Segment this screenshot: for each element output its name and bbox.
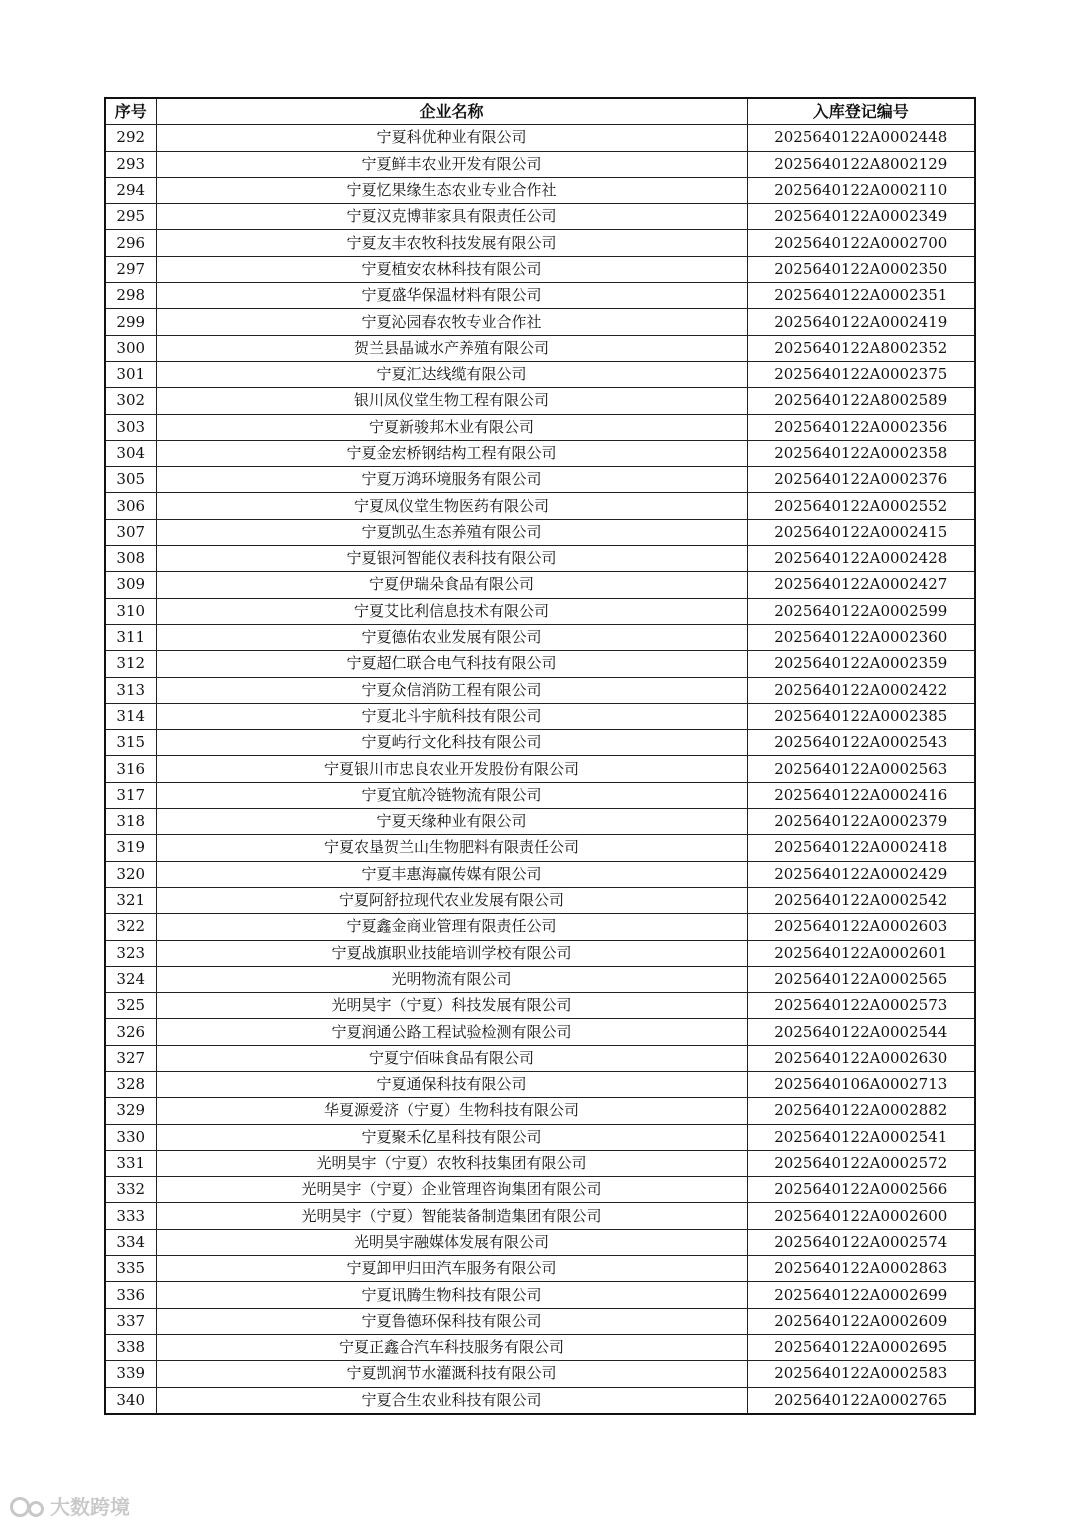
table-row [105, 651, 975, 677]
cell-index: 316 [105, 756, 156, 782]
cell-company-name: 宁夏屿行文化科技有限公司 [156, 730, 747, 756]
table-row [105, 309, 975, 335]
table-row [105, 1071, 975, 1097]
cell-index: 325 [105, 993, 156, 1019]
cell-registration-number: 2025640122A0002882 [747, 1098, 975, 1124]
cell-registration-number: 2025640122A8002129 [747, 151, 975, 177]
cell-registration-number: 2025640122A0002350 [747, 256, 975, 282]
cell-company-name: 宁夏德佑农业发展有限公司 [156, 624, 747, 650]
table-row [105, 914, 975, 940]
table-row [105, 940, 975, 966]
cell-company-name: 宁夏讯腾生物科技有限公司 [156, 1282, 747, 1308]
cell-index: 334 [105, 1229, 156, 1255]
cell-company-name: 光明昊宇（宁夏）企业管理咨询集团有限公司 [156, 1177, 747, 1203]
cell-index: 326 [105, 1019, 156, 1045]
table-row [105, 703, 975, 729]
table-row [105, 467, 975, 493]
cell-index: 317 [105, 782, 156, 808]
cell-index: 293 [105, 151, 156, 177]
table-row [105, 730, 975, 756]
table-row [105, 151, 975, 177]
cell-company-name: 宁夏农垦贺兰山生物肥料有限责任公司 [156, 835, 747, 861]
cell-index: 305 [105, 467, 156, 493]
table-row [105, 177, 975, 203]
cell-company-name: 宁夏宁佰味食品有限公司 [156, 1045, 747, 1071]
watermark [10, 1490, 130, 1520]
cell-registration-number: 2025640122A0002416 [747, 782, 975, 808]
cell-registration-number: 2025640122A0002376 [747, 467, 975, 493]
cell-company-name: 银川凤仪堂生物工程有限公司 [156, 388, 747, 414]
table-row [105, 335, 975, 361]
cell-registration-number: 2025640122A0002349 [747, 204, 975, 230]
cell-company-name: 宁夏卸甲归田汽车服务有限公司 [156, 1256, 747, 1282]
table-row [105, 861, 975, 887]
cell-index: 313 [105, 677, 156, 703]
table-row [105, 1282, 975, 1308]
cell-company-name: 宁夏盛华保温材料有限公司 [156, 283, 747, 309]
table-row [105, 519, 975, 545]
cell-index: 294 [105, 177, 156, 203]
table-row [105, 388, 975, 414]
cell-index: 310 [105, 598, 156, 624]
header-registration-number: 入库登记编号 [747, 98, 975, 125]
cell-registration-number: 2025640122A0002419 [747, 309, 975, 335]
cell-index: 314 [105, 703, 156, 729]
table-row [105, 230, 975, 256]
cell-company-name: 宁夏汉克博菲家具有限责任公司 [156, 204, 747, 230]
cell-index: 335 [105, 1256, 156, 1282]
cell-company-name: 宁夏鲁德环保科技有限公司 [156, 1308, 747, 1334]
cell-company-name: 宁夏通保科技有限公司 [156, 1071, 747, 1097]
cell-registration-number: 2025640122A0002573 [747, 993, 975, 1019]
cell-registration-number: 2025640122A0002552 [747, 493, 975, 519]
cell-index: 339 [105, 1361, 156, 1387]
cell-index: 322 [105, 914, 156, 940]
cell-index: 315 [105, 730, 156, 756]
cell-registration-number: 2025640122A0002765 [747, 1387, 975, 1414]
cell-registration-number: 2025640122A0002543 [747, 730, 975, 756]
table-row [105, 809, 975, 835]
table-row [105, 361, 975, 387]
table-row [105, 835, 975, 861]
cell-index: 302 [105, 388, 156, 414]
table-row [105, 782, 975, 808]
cell-index: 318 [105, 809, 156, 835]
cell-registration-number: 2025640122A0002630 [747, 1045, 975, 1071]
cell-company-name: 宁夏众信消防工程有限公司 [156, 677, 747, 703]
table-row [105, 204, 975, 230]
table-row [105, 1256, 975, 1282]
cell-company-name: 宁夏宜航冷链物流有限公司 [156, 782, 747, 808]
enterprise-table-container [104, 97, 974, 1415]
cell-company-name: 宁夏艾比利信息技术有限公司 [156, 598, 747, 624]
cell-registration-number: 2025640122A0002359 [747, 651, 975, 677]
cell-company-name: 华夏源爱济（宁夏）生物科技有限公司 [156, 1098, 747, 1124]
cell-registration-number: 2025640122A0002360 [747, 624, 975, 650]
cell-registration-number: 2025640122A0002603 [747, 914, 975, 940]
table-row [105, 572, 975, 598]
cell-company-name: 宁夏阿舒拉现代农业发展有限公司 [156, 887, 747, 913]
table-row [105, 1308, 975, 1334]
cell-registration-number: 2025640122A0002600 [747, 1203, 975, 1229]
table-row [105, 887, 975, 913]
table-row [105, 756, 975, 782]
cell-registration-number: 2025640122A0002427 [747, 572, 975, 598]
table-row [105, 1177, 975, 1203]
table-row [105, 1019, 975, 1045]
cell-index: 332 [105, 1177, 156, 1203]
cell-company-name: 宁夏银川市忠良农业开发股份有限公司 [156, 756, 747, 782]
cell-index: 320 [105, 861, 156, 887]
cell-company-name: 宁夏凤仪堂生物医药有限公司 [156, 493, 747, 519]
cell-company-name: 贺兰县晶诚水产养殖有限公司 [156, 335, 747, 361]
cell-index: 321 [105, 887, 156, 913]
cell-registration-number: 2025640122A0002609 [747, 1308, 975, 1334]
cell-registration-number: 2025640122A0002422 [747, 677, 975, 703]
cell-index: 338 [105, 1334, 156, 1360]
cell-registration-number: 2025640122A8002352 [747, 335, 975, 361]
cell-company-name: 光明昊宇（宁夏）智能装备制造集团有限公司 [156, 1203, 747, 1229]
table-row [105, 677, 975, 703]
table-row [105, 1361, 975, 1387]
watermark-logo-icon [10, 1493, 44, 1517]
cell-index: 299 [105, 309, 156, 335]
table-row [105, 440, 975, 466]
cell-company-name: 光明昊宇融媒体发展有限公司 [156, 1229, 747, 1255]
table-row [105, 1229, 975, 1255]
cell-company-name: 宁夏北斗宇航科技有限公司 [156, 703, 747, 729]
table-row [105, 493, 975, 519]
cell-registration-number: 2025640122A0002695 [747, 1334, 975, 1360]
cell-registration-number: 2025640122A0002574 [747, 1229, 975, 1255]
table-row [105, 624, 975, 650]
cell-company-name: 宁夏伊瑞朵食品有限公司 [156, 572, 747, 598]
table-row [105, 283, 975, 309]
cell-company-name: 宁夏忆果缘生态农业专业合作社 [156, 177, 747, 203]
cell-registration-number: 2025640122A0002699 [747, 1282, 975, 1308]
cell-company-name: 宁夏新骏邦木业有限公司 [156, 414, 747, 440]
cell-registration-number: 2025640122A0002358 [747, 440, 975, 466]
cell-index: 340 [105, 1387, 156, 1414]
table-row [105, 598, 975, 624]
cell-registration-number: 2025640122A0002572 [747, 1150, 975, 1176]
cell-company-name: 宁夏天缘种业有限公司 [156, 809, 747, 835]
cell-index: 298 [105, 283, 156, 309]
cell-company-name: 宁夏鲜丰农业开发有限公司 [156, 151, 747, 177]
cell-index: 307 [105, 519, 156, 545]
cell-registration-number: 2025640122A0002700 [747, 230, 975, 256]
cell-index: 323 [105, 940, 156, 966]
cell-index: 308 [105, 546, 156, 572]
cell-registration-number: 2025640122A0002544 [747, 1019, 975, 1045]
table-row [105, 125, 975, 151]
cell-index: 306 [105, 493, 156, 519]
cell-registration-number: 2025640122A0002542 [747, 887, 975, 913]
cell-index: 331 [105, 1150, 156, 1176]
header-company-name: 企业名称 [156, 98, 747, 125]
table-row [105, 546, 975, 572]
cell-index: 296 [105, 230, 156, 256]
table-row [105, 1098, 975, 1124]
header-index: 序号 [105, 98, 156, 125]
cell-index: 327 [105, 1045, 156, 1071]
cell-registration-number: 2025640122A0002428 [747, 546, 975, 572]
cell-registration-number: 2025640122A0002448 [747, 125, 975, 151]
cell-company-name: 宁夏科优种业有限公司 [156, 125, 747, 151]
cell-registration-number: 2025640106A0002713 [747, 1071, 975, 1097]
cell-company-name: 宁夏凯润节水灌溉科技有限公司 [156, 1361, 747, 1387]
cell-index: 330 [105, 1124, 156, 1150]
cell-registration-number: 2025640122A0002375 [747, 361, 975, 387]
cell-company-name: 宁夏正鑫合汽车科技服务有限公司 [156, 1334, 747, 1360]
table-row [105, 1150, 975, 1176]
cell-company-name: 宁夏植安农林科技有限公司 [156, 256, 747, 282]
cell-company-name: 光明昊宇（宁夏）科技发展有限公司 [156, 993, 747, 1019]
cell-registration-number: 2025640122A0002541 [747, 1124, 975, 1150]
cell-index: 311 [105, 624, 156, 650]
cell-company-name: 宁夏鑫金商业管理有限责任公司 [156, 914, 747, 940]
table-row [105, 966, 975, 992]
cell-company-name: 光明昊宇（宁夏）农牧科技集团有限公司 [156, 1150, 747, 1176]
cell-registration-number: 2025640122A0002110 [747, 177, 975, 203]
cell-registration-number: 2025640122A0002565 [747, 966, 975, 992]
cell-index: 312 [105, 651, 156, 677]
cell-index: 300 [105, 335, 156, 361]
cell-company-name: 宁夏友丰农牧科技发展有限公司 [156, 230, 747, 256]
cell-index: 309 [105, 572, 156, 598]
table-header-row [105, 98, 975, 125]
cell-registration-number: 2025640122A0002351 [747, 283, 975, 309]
cell-index: 333 [105, 1203, 156, 1229]
cell-index: 295 [105, 204, 156, 230]
cell-index: 329 [105, 1098, 156, 1124]
cell-company-name: 宁夏超仁联合电气科技有限公司 [156, 651, 747, 677]
table-row [105, 414, 975, 440]
cell-index: 319 [105, 835, 156, 861]
cell-registration-number: 2025640122A8002589 [747, 388, 975, 414]
cell-index: 292 [105, 125, 156, 151]
cell-company-name: 宁夏凯弘生态养殖有限公司 [156, 519, 747, 545]
cell-registration-number: 2025640122A0002599 [747, 598, 975, 624]
cell-registration-number: 2025640122A0002385 [747, 703, 975, 729]
cell-registration-number: 2025640122A0002563 [747, 756, 975, 782]
cell-registration-number: 2025640122A0002601 [747, 940, 975, 966]
cell-index: 337 [105, 1308, 156, 1334]
table-row [105, 256, 975, 282]
cell-registration-number: 2025640122A0002415 [747, 519, 975, 545]
cell-company-name: 宁夏银河智能仪表科技有限公司 [156, 546, 747, 572]
cell-index: 328 [105, 1071, 156, 1097]
enterprise-table [104, 97, 976, 1415]
cell-registration-number: 2025640122A0002379 [747, 809, 975, 835]
cell-company-name: 宁夏万鸿环境服务有限公司 [156, 467, 747, 493]
table-row [105, 1334, 975, 1360]
cell-company-name: 宁夏沁园春农牧专业合作社 [156, 309, 747, 335]
table-row [105, 993, 975, 1019]
table-row [105, 1124, 975, 1150]
cell-company-name: 宁夏汇达线缆有限公司 [156, 361, 747, 387]
cell-company-name: 宁夏战旗职业技能培训学校有限公司 [156, 940, 747, 966]
cell-company-name: 宁夏合生农业科技有限公司 [156, 1387, 747, 1414]
cell-registration-number: 2025640122A0002566 [747, 1177, 975, 1203]
table-row [105, 1387, 975, 1414]
cell-company-name: 宁夏聚禾亿星科技有限公司 [156, 1124, 747, 1150]
table-body [105, 125, 975, 1414]
table-row [105, 1203, 975, 1229]
cell-index: 324 [105, 966, 156, 992]
cell-company-name: 光明物流有限公司 [156, 966, 747, 992]
cell-index: 304 [105, 440, 156, 466]
cell-registration-number: 2025640122A0002863 [747, 1256, 975, 1282]
cell-index: 297 [105, 256, 156, 282]
watermark-text: 大数跨境 [50, 1494, 130, 1519]
cell-registration-number: 2025640122A0002418 [747, 835, 975, 861]
cell-index: 336 [105, 1282, 156, 1308]
cell-company-name: 宁夏润通公路工程试验检测有限公司 [156, 1019, 747, 1045]
cell-registration-number: 2025640122A0002583 [747, 1361, 975, 1387]
table-row [105, 1045, 975, 1071]
cell-index: 303 [105, 414, 156, 440]
cell-registration-number: 2025640122A0002429 [747, 861, 975, 887]
cell-company-name: 宁夏丰惠海赢传媒有限公司 [156, 861, 747, 887]
cell-registration-number: 2025640122A0002356 [747, 414, 975, 440]
cell-index: 301 [105, 361, 156, 387]
cell-company-name: 宁夏金宏桥钢结构工程有限公司 [156, 440, 747, 466]
